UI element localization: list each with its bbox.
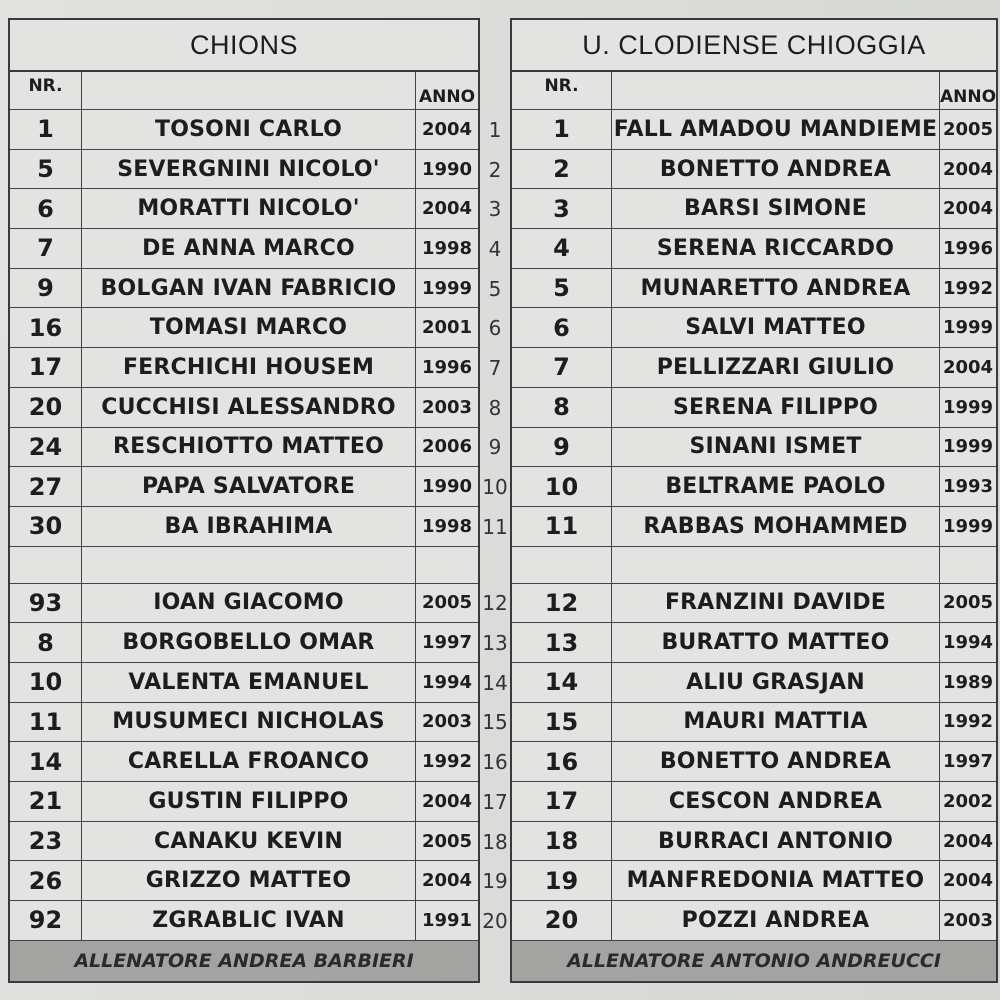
player-year: 1997 xyxy=(942,751,994,773)
player-row xyxy=(10,388,478,428)
position-number: 16 xyxy=(482,750,508,775)
player-row xyxy=(10,703,478,743)
player-name: SEVERGNINI NICOLO' xyxy=(82,150,416,189)
player-year: 1994 xyxy=(942,632,994,654)
right-team-name: U. CLODIENSE CHIOGGIA xyxy=(512,20,996,72)
player-row xyxy=(10,623,478,663)
right-header-row xyxy=(512,72,996,110)
player-number: 93 xyxy=(10,584,82,623)
player-number: 9 xyxy=(512,428,612,467)
player-name: SINANI ISMET xyxy=(612,428,940,467)
player-name: MUSUMECI NICHOLAS xyxy=(82,703,416,742)
player-name: MUNARETTO ANDREA xyxy=(612,269,940,308)
player-name: BARSI SIMONE xyxy=(612,189,940,228)
position-number: 18 xyxy=(482,829,508,854)
player-row xyxy=(512,150,996,190)
player-name: ZGRABLIC IVAN xyxy=(82,901,416,940)
anno-header: ANNO xyxy=(418,87,476,107)
player-year: 2004 xyxy=(942,158,994,180)
player-number: 7 xyxy=(10,229,82,268)
player-number: 18 xyxy=(512,822,612,861)
player-number: 4 xyxy=(512,229,612,268)
player-row xyxy=(512,388,996,428)
player-year: 1999 xyxy=(421,277,473,299)
player-number: 16 xyxy=(10,308,82,347)
player-number: 1 xyxy=(10,110,82,149)
player-name: DE ANNA MARCO xyxy=(82,229,416,268)
player-year: 2003 xyxy=(421,711,473,733)
player-number: 21 xyxy=(10,782,82,821)
player-year: 2003 xyxy=(942,909,994,931)
player-name: BELTRAME PAOLO xyxy=(612,467,940,506)
player-name: BURRACI ANTONIO xyxy=(612,822,940,861)
player-year: 2004 xyxy=(942,356,994,378)
position-number: 8 xyxy=(488,395,502,420)
player-number: 92 xyxy=(10,901,82,940)
player-year: 1991 xyxy=(421,909,473,931)
player-year: 1998 xyxy=(421,237,473,259)
player-row xyxy=(10,507,478,547)
player-name: CARELLA FROANCO xyxy=(82,742,416,781)
player-year: 1999 xyxy=(942,515,994,537)
player-number: 11 xyxy=(10,703,82,742)
player-number: 23 xyxy=(10,822,82,861)
player-number: 12 xyxy=(512,584,612,623)
left-gap-row xyxy=(10,547,478,584)
player-name: RESCHIOTTO MATTEO xyxy=(82,428,416,467)
left-reserves xyxy=(10,584,478,941)
player-year: 2004 xyxy=(421,198,473,220)
player-name: TOMASI MARCO xyxy=(82,308,416,347)
player-name: FERCHICHI HOUSEM xyxy=(82,348,416,387)
player-year: 2005 xyxy=(942,118,994,140)
player-row xyxy=(512,742,996,782)
player-number: 3 xyxy=(512,189,612,228)
player-number: 2 xyxy=(512,150,612,189)
player-year: 2006 xyxy=(421,436,473,458)
position-number: 7 xyxy=(488,355,502,380)
player-number: 13 xyxy=(512,623,612,662)
player-name: TOSONI CARLO xyxy=(82,110,416,149)
player-row xyxy=(512,861,996,901)
player-number: 14 xyxy=(10,742,82,781)
player-row xyxy=(10,110,478,150)
player-name: MORATTI NICOLO' xyxy=(82,189,416,228)
player-number: 7 xyxy=(512,348,612,387)
player-name: SALVI MATTEO xyxy=(612,308,940,347)
player-year: 2004 xyxy=(942,870,994,892)
player-year: 2004 xyxy=(421,790,473,812)
player-year: 2004 xyxy=(421,870,473,892)
player-row xyxy=(10,782,478,822)
position-number: 12 xyxy=(482,591,508,616)
player-row xyxy=(10,742,478,782)
anno-header: ANNO xyxy=(940,87,997,107)
player-row xyxy=(512,782,996,822)
player-year: 1999 xyxy=(942,396,994,418)
player-name: VALENTA EMANUEL xyxy=(82,663,416,702)
player-year: 2005 xyxy=(421,592,473,614)
position-number: 9 xyxy=(488,435,502,460)
player-year: 2005 xyxy=(421,830,473,852)
left-coach: ALLENATORE ANDREA BARBIERI xyxy=(10,941,478,981)
player-number: 20 xyxy=(10,388,82,427)
player-number: 8 xyxy=(10,623,82,662)
player-row xyxy=(512,822,996,862)
position-number: 1 xyxy=(488,117,502,142)
player-number: 14 xyxy=(512,663,612,702)
player-number: 5 xyxy=(512,269,612,308)
player-name: BONETTO ANDREA xyxy=(612,150,940,189)
player-row xyxy=(512,507,996,547)
nr-header: NR. xyxy=(10,72,82,109)
player-year: 1998 xyxy=(421,515,473,537)
right-reserves xyxy=(512,584,996,941)
player-name: GUSTIN FILIPPO xyxy=(82,782,416,821)
player-year: 2004 xyxy=(421,118,473,140)
position-number: 3 xyxy=(488,197,502,222)
player-name: MANFREDONIA MATTEO xyxy=(612,861,940,900)
player-row xyxy=(512,269,996,309)
left-team-table xyxy=(8,18,480,983)
player-row xyxy=(10,584,478,624)
player-name: BONETTO ANDREA xyxy=(612,742,940,781)
right-starters xyxy=(512,110,996,547)
player-row xyxy=(512,663,996,703)
player-name: BOLGAN IVAN FABRICIO xyxy=(82,269,416,308)
player-year: 2004 xyxy=(942,198,994,220)
player-number: 8 xyxy=(512,388,612,427)
player-row xyxy=(512,623,996,663)
player-row xyxy=(10,861,478,901)
player-name: PELLIZZARI GIULIO xyxy=(612,348,940,387)
player-number: 9 xyxy=(10,269,82,308)
position-number: 15 xyxy=(482,710,508,735)
player-name: CANAKU KEVIN xyxy=(82,822,416,861)
player-year: 1996 xyxy=(421,356,473,378)
name-header xyxy=(612,72,940,109)
player-row xyxy=(10,901,478,941)
player-row xyxy=(10,269,478,309)
position-number: 2 xyxy=(488,157,502,182)
position-number: 6 xyxy=(488,316,502,341)
player-year: 2001 xyxy=(421,317,473,339)
player-row xyxy=(512,308,996,348)
player-row xyxy=(512,584,996,624)
player-number: 10 xyxy=(512,467,612,506)
player-name: BORGOBELLO OMAR xyxy=(82,623,416,662)
player-number: 17 xyxy=(512,782,612,821)
player-year: 2003 xyxy=(421,396,473,418)
player-number: 20 xyxy=(512,901,612,940)
left-team-name: CHIONS xyxy=(10,20,478,72)
player-row xyxy=(512,703,996,743)
player-year: 1992 xyxy=(421,751,473,773)
player-year: 2002 xyxy=(942,790,994,812)
player-number: 24 xyxy=(10,428,82,467)
player-year: 1999 xyxy=(942,436,994,458)
player-name: RABBAS MOHAMMED xyxy=(612,507,940,546)
player-year: 1992 xyxy=(942,277,994,299)
player-name: FALL AMADOU MANDIEME xyxy=(612,110,940,149)
position-numbers xyxy=(482,110,508,941)
player-name: MAURI MATTIA xyxy=(612,703,940,742)
player-year: 1993 xyxy=(942,476,994,498)
position-number: 20 xyxy=(482,908,508,933)
player-year: 1996 xyxy=(942,237,994,259)
player-row xyxy=(10,150,478,190)
player-name: PAPA SALVATORE xyxy=(82,467,416,506)
player-name: SERENA RICCARDO xyxy=(612,229,940,268)
player-name: POZZI ANDREA xyxy=(612,901,940,940)
player-row xyxy=(512,110,996,150)
nr-header: NR. xyxy=(512,72,612,109)
left-starters xyxy=(10,110,478,547)
player-year: 1990 xyxy=(421,158,473,180)
player-row xyxy=(10,348,478,388)
player-name: FRANZINI DAVIDE xyxy=(612,584,940,623)
player-name: CUCCHISI ALESSANDRO xyxy=(82,388,416,427)
player-number: 27 xyxy=(10,467,82,506)
player-year: 1997 xyxy=(421,632,473,654)
player-number: 26 xyxy=(10,861,82,900)
player-row xyxy=(512,901,996,941)
player-number: 16 xyxy=(512,742,612,781)
name-header xyxy=(82,72,416,109)
player-row xyxy=(10,663,478,703)
position-number: 14 xyxy=(482,670,508,695)
player-row xyxy=(512,189,996,229)
right-team-table xyxy=(510,18,998,983)
player-name: SERENA FILIPPO xyxy=(612,388,940,427)
player-number: 5 xyxy=(10,150,82,189)
position-number: 19 xyxy=(482,869,508,894)
player-row xyxy=(10,229,478,269)
player-row xyxy=(10,189,478,229)
player-year: 1992 xyxy=(942,711,994,733)
player-row xyxy=(10,308,478,348)
position-number: 4 xyxy=(488,236,502,261)
right-gap-row xyxy=(512,547,996,584)
player-name: GRIZZO MATTEO xyxy=(82,861,416,900)
player-name: BA IBRAHIMA xyxy=(82,507,416,546)
player-row xyxy=(10,467,478,507)
player-number: 30 xyxy=(10,507,82,546)
player-row xyxy=(512,348,996,388)
player-name: IOAN GIACOMO xyxy=(82,584,416,623)
player-year: 1989 xyxy=(942,671,994,693)
position-number: 10 xyxy=(482,475,508,500)
player-year: 2005 xyxy=(942,592,994,614)
right-coach: ALLENATORE ANTONIO ANDREUCCI xyxy=(512,941,996,981)
player-row xyxy=(512,428,996,468)
player-number: 15 xyxy=(512,703,612,742)
player-number: 6 xyxy=(512,308,612,347)
position-number: 11 xyxy=(482,514,508,539)
player-row xyxy=(512,229,996,269)
left-header-row xyxy=(10,72,478,110)
player-row xyxy=(512,467,996,507)
player-number: 19 xyxy=(512,861,612,900)
player-row xyxy=(10,822,478,862)
player-number: 17 xyxy=(10,348,82,387)
position-number: 5 xyxy=(488,276,502,301)
position-number: 17 xyxy=(482,789,508,814)
player-name: ALIU GRASJAN xyxy=(612,663,940,702)
player-number: 11 xyxy=(512,507,612,546)
player-number: 10 xyxy=(10,663,82,702)
player-year: 2004 xyxy=(942,830,994,852)
player-name: BURATTO MATTEO xyxy=(612,623,940,662)
player-row xyxy=(10,428,478,468)
position-number: 13 xyxy=(482,631,508,656)
player-number: 1 xyxy=(512,110,612,149)
player-year: 1990 xyxy=(421,476,473,498)
player-year: 1999 xyxy=(942,317,994,339)
player-year: 1994 xyxy=(421,671,473,693)
player-name: CESCON ANDREA xyxy=(612,782,940,821)
player-number: 6 xyxy=(10,189,82,228)
